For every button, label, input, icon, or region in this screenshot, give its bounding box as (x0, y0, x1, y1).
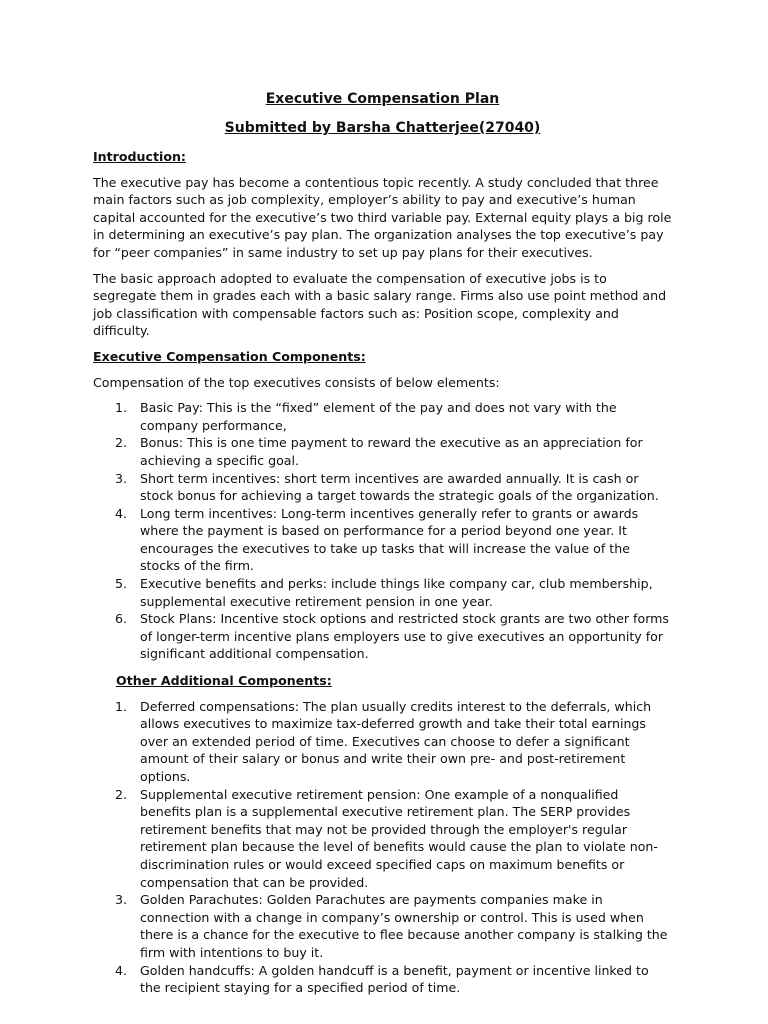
introduction-paragraph-1: The executive pay has become a contentious topic recently. A study concluded that three main factors such as job complexity, employer’s ability to pay and executive’s human capital accounted for the executive’s two third variable pay. External equity plays a big role in determining an executive’s pay plan. The organization analyses the top executive’s pay for “peer companies” in same industry to set up pay plans for their executives. (93, 174, 672, 260)
list-item (93, 470, 672, 505)
components-heading: Executive Compensation Components: (93, 348, 366, 364)
list-item-number: 3. (115, 892, 128, 908)
list-item-text: Golden Parachutes: Golden Parachutes are payments companies make in connection with a change in company’s ownership or control. This is used when there is a chance for the executive to flee because another company is stalking the firm with intentions to buy it. (140, 892, 668, 960)
list-item-number: 1. (115, 698, 128, 714)
list-item-number: 3. (115, 470, 128, 486)
additional-heading: Other Additional Components: (116, 673, 332, 689)
list-item-text: Deferred compensations: The plan usually credits interest to the deferrals, which allows executives to maximize tax-deferred growth and take their total earnings over an extended period of time. Executives can choose to defer a significant amount of their salary or bonus and write their own pre- and post-retirement options. (140, 698, 652, 784)
list-item-text: Golden handcuffs: A golden handcuff is a benefit, payment or incentive linked to the recipient staying for a specified period of time. (140, 962, 649, 996)
components-intro: Compensation of the top executives consists of below elements: (93, 374, 500, 390)
list-item-text: Executive benefits and perks: include things like company car, club membership, supplemental executive retirement pension in one year. (140, 576, 653, 609)
list-item-text: Stock Plans: Incentive stock options and restricted stock grants are two other forms of longer-term incentive plans employers use to give executives an opportunity for significant additional compensation. (140, 611, 669, 662)
list-item-text: Short term incentives: short term incentives are awarded annually. It is cash or stock bonus for achieving a target towards the strategic goals of the organization. (140, 470, 659, 504)
list-item (93, 698, 672, 786)
list-item (93, 434, 672, 469)
list-item (93, 505, 672, 575)
list-item (93, 399, 672, 434)
list-item-number: 6. (115, 611, 128, 627)
list-item-text: Long term incentives: Long-term incentives generally refer to grants or awards where the payment is based on performance for a period beyond one year. It encourages the executives to take up tasks that will increase the value of the stocks of the firm. (140, 505, 639, 574)
document-subtitle: Submitted by Barsha Chatterjee(27040) (224, 120, 541, 136)
list-item (93, 962, 672, 997)
list-item-text: Supplemental executive retirement pension: One example of a nonqualified benefits plan is a supplemental executive retirement plan. The SERP provides retirement benefits that may not be provided through the employer's regular retirement plan because the level of benefits would cause the plan to violate non-discrimination rules or would exceed specified caps on maximum benefits or compensation that can be provided. (140, 786, 658, 890)
document-title: Executive Compensation Plan (265, 91, 500, 107)
list-item-text: Basic Pay: This is the “fixed” element of the pay and does not vary with the company performance, (140, 400, 617, 433)
list-item-number: 4. (115, 962, 128, 978)
list-item-number: 5. (115, 576, 128, 592)
list-item (93, 575, 672, 610)
components-list (93, 399, 672, 663)
list-item-number: 4. (115, 505, 128, 521)
list-item-text: Bonus: This is one time payment to reward the executive as an appreciation for achieving a specific goal. (140, 435, 643, 468)
introduction-paragraph-2: The basic approach adopted to evaluate the compensation of executive jobs is to segregate them in grades each with a basic salary range. Firms also use point method and job classification with compensable factors such as: Position scope, complexity and difficulty. (93, 270, 667, 339)
list-item (93, 891, 672, 961)
list-item-number: 2. (115, 435, 128, 451)
list-item (93, 786, 672, 892)
introduction-heading: Introduction: (93, 149, 186, 164)
list-item-number: 2. (115, 786, 128, 802)
list-item-number: 1. (115, 400, 128, 416)
list-item (93, 610, 672, 663)
additional-list (93, 698, 672, 997)
